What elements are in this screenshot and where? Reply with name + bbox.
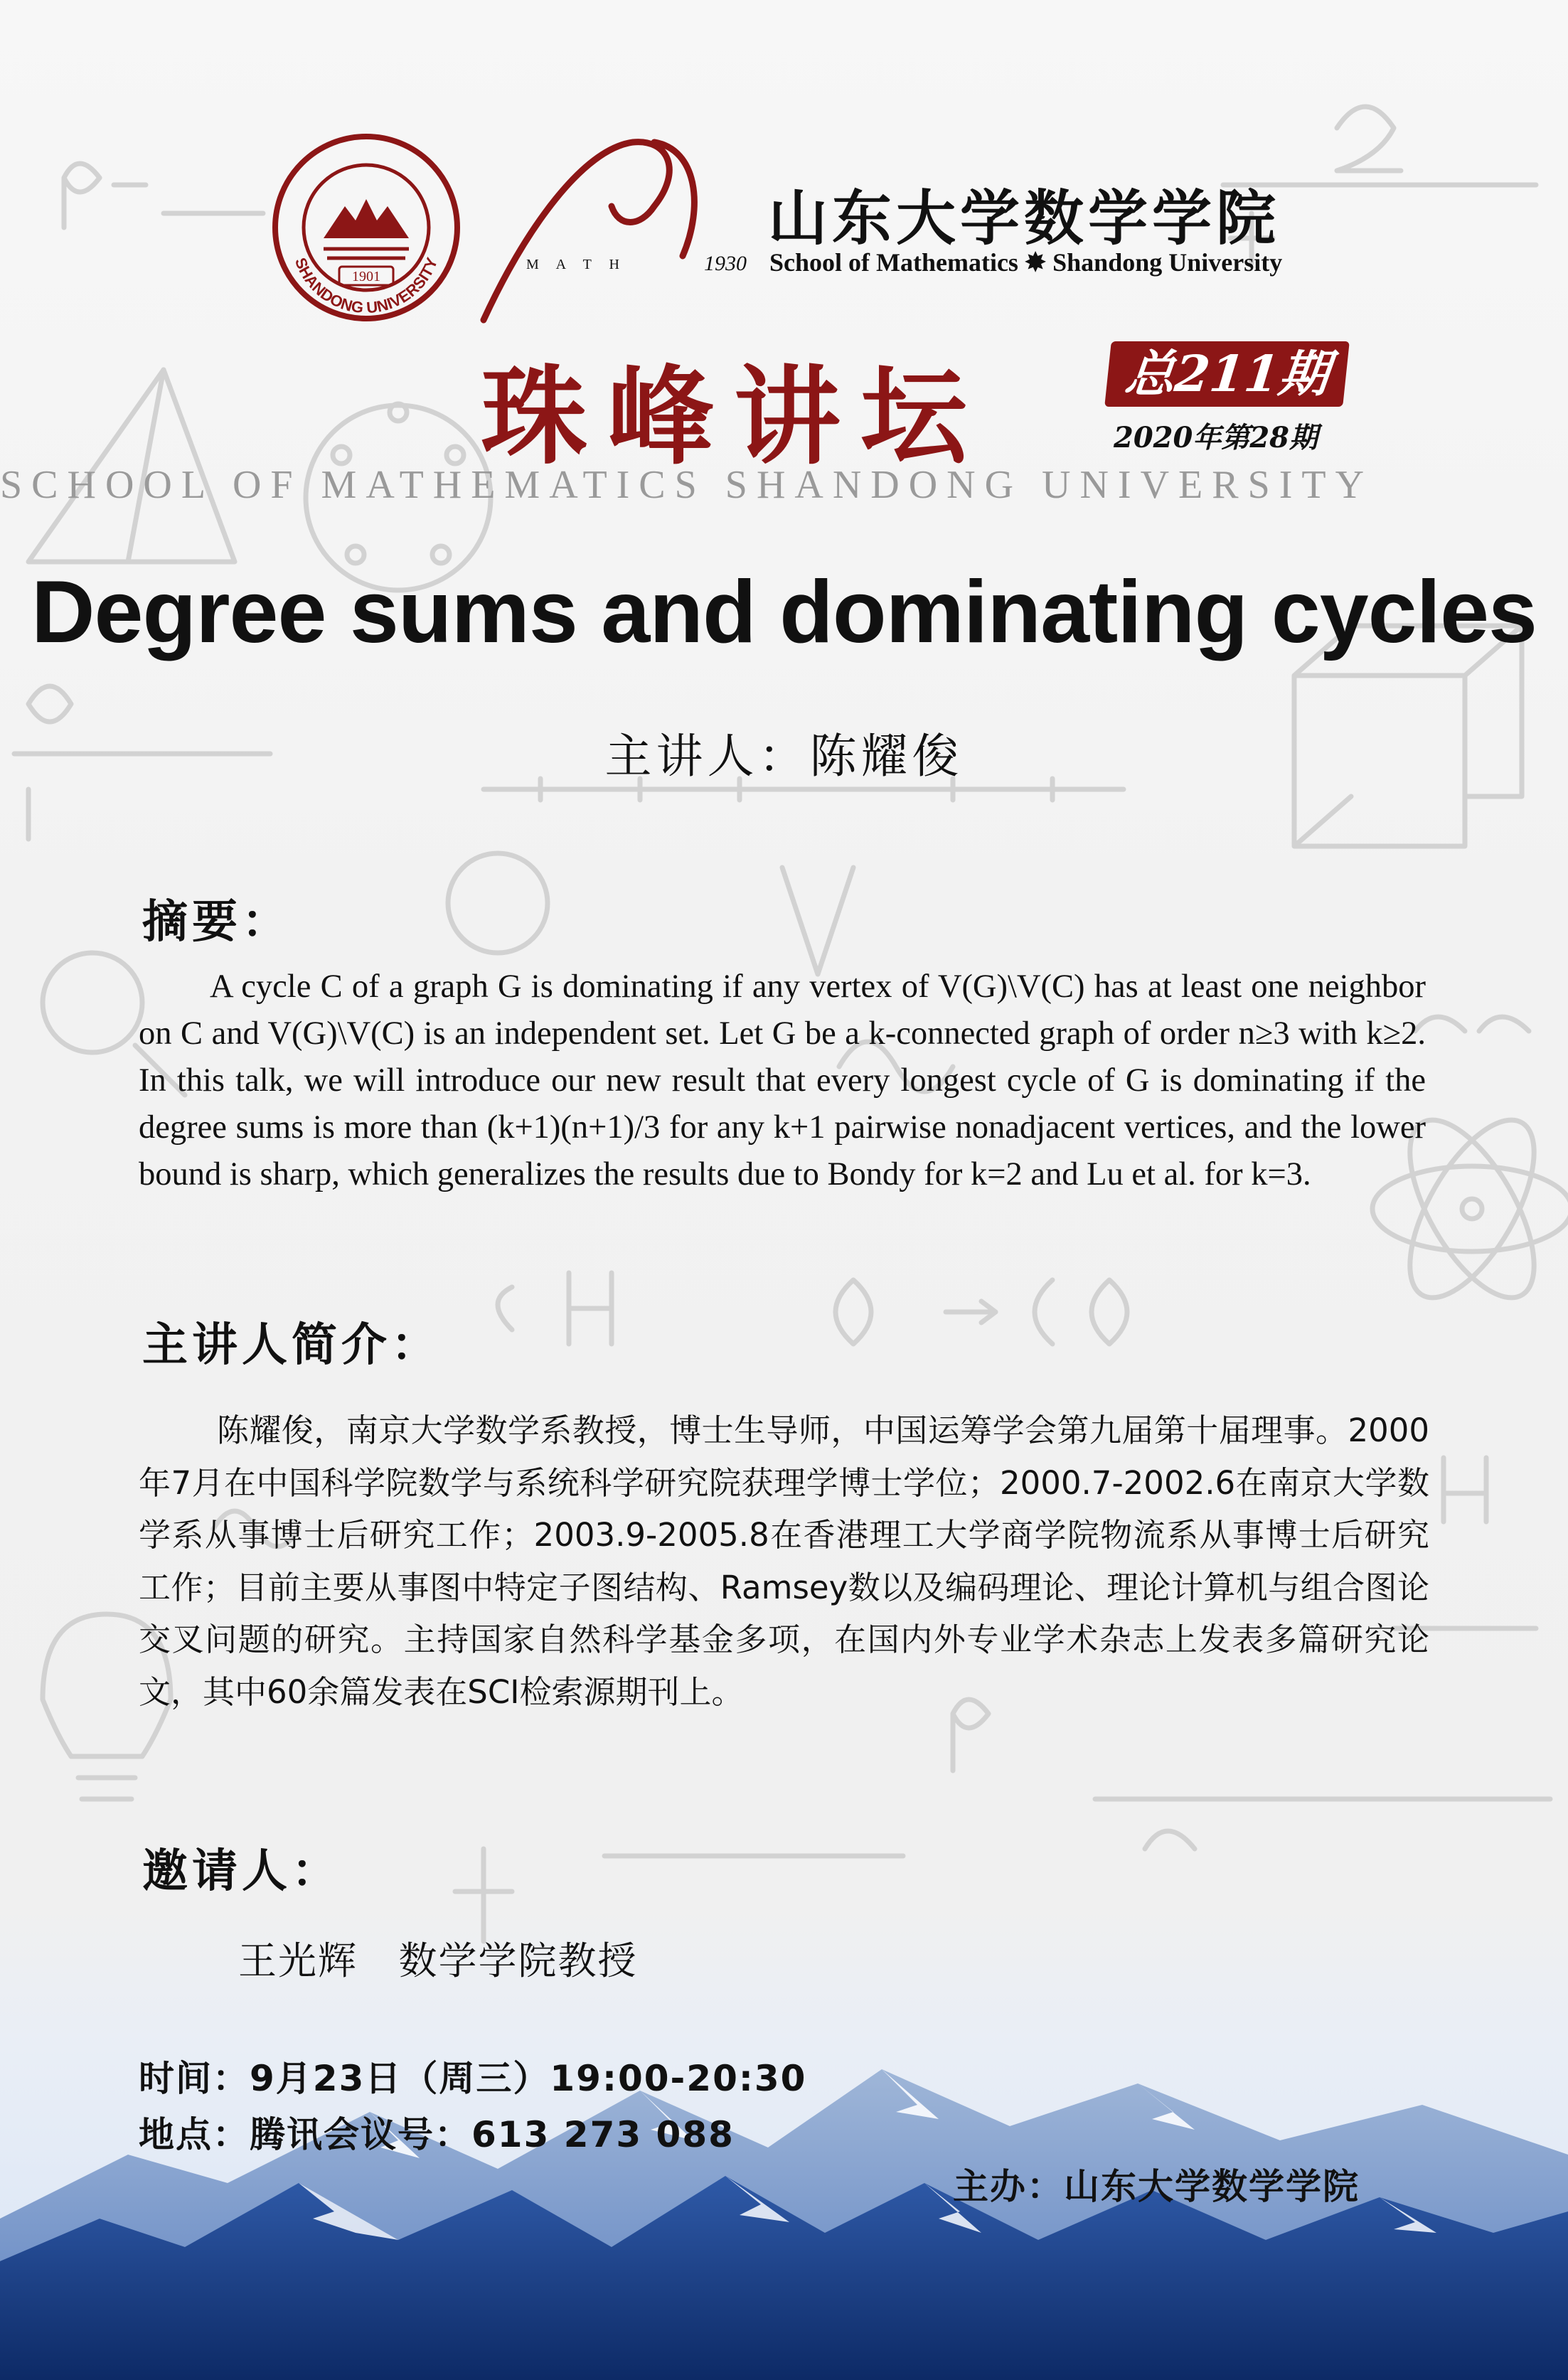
event-time: 时间：9月23日（周三）19:00-20:30 bbox=[139, 2058, 807, 2099]
math-swoosh-logo-icon bbox=[469, 121, 747, 334]
speaker-line: 主讲人：陈耀俊 bbox=[604, 729, 964, 784]
bio-text: 陈耀俊，南京大学数学系教授，博士生导师，中国运筹学会第九届第十届理事。2000年7月在中国科学院数学与系统科学研究院获理学博士学位；2000.7-2002.6在南京大学数学系从事博士后研究工作；2003.9-2005.8在香港理工大学商学院物流系从事博士后研究工作；目前主要从事图中特定子图结构、Ramsey数以及编码理论、理论计算机与组合图论交叉问题的研究。主持国家自然科学基金多项，在国内外专业学术杂志上发表多篇研究论文，其中60余篇发表在SCI检索源期刊上。 bbox=[139, 1412, 1429, 1711]
school-english-band: SCHOOL OF MATHEMATICS SHANDONG UNIVERSITY bbox=[0, 463, 1374, 507]
talk-title: Degree sums and dominating cycles bbox=[31, 563, 1537, 661]
issue-total-label: 总211期 bbox=[1122, 344, 1332, 403]
svg-text:M A T H: M A T H bbox=[526, 257, 626, 272]
school-name-en-left: School of Mathematics bbox=[769, 248, 1018, 277]
issue-year-label: 2020年第28期 bbox=[1114, 421, 1318, 454]
svg-text:1901: 1901 bbox=[352, 269, 380, 284]
abstract-body bbox=[139, 964, 1426, 1198]
abstract-text: A cycle C of a graph G is dominating if any vertex of V(G)\V(C) has at least one neighbor on C and V(G)\V(C) is an independent set. Let G be a k-connected graph of order n≥3 with k≥2. In this talk, we will introduce our new result that every longest cycle of G is dominating if the degree sums is more than (k+1)(n+1)/3 for any k+1 pairwise nonadjacent vertices, and the lower bound is sharp, which generalizes the results due to Bondy for k=2 and Lu et al. for k=3. bbox=[139, 968, 1426, 1192]
lecture-series-title: 珠峰讲坛 bbox=[481, 354, 988, 479]
university-seal-icon bbox=[270, 132, 462, 324]
event-host: 主办：山东大学数学学院 bbox=[953, 2166, 1360, 2207]
event-place: 地点：腾讯会议号：613 273 088 bbox=[139, 2114, 735, 2155]
abstract-heading: 摘要： bbox=[142, 895, 292, 949]
bio-heading: 主讲人简介： bbox=[142, 1318, 441, 1372]
issue-total-badge bbox=[1104, 341, 1350, 407]
inviter-heading: 邀请人： bbox=[142, 1845, 341, 1898]
inviter-text: 王光辉 数学学院教授 bbox=[238, 1938, 638, 1983]
school-name-cn: 山东大学数学学院 bbox=[768, 183, 1281, 253]
school-name-en bbox=[769, 247, 1282, 277]
svg-text:SHANDONG UNIVERSITY: SHANDONG UNIVERSITY bbox=[291, 255, 442, 317]
svg-text:1930: 1930 bbox=[704, 252, 747, 275]
flower-dot-icon: ✸ bbox=[1024, 248, 1053, 277]
bio-body bbox=[139, 1404, 1429, 1718]
school-name-en-right: Shandong University bbox=[1052, 248, 1283, 277]
